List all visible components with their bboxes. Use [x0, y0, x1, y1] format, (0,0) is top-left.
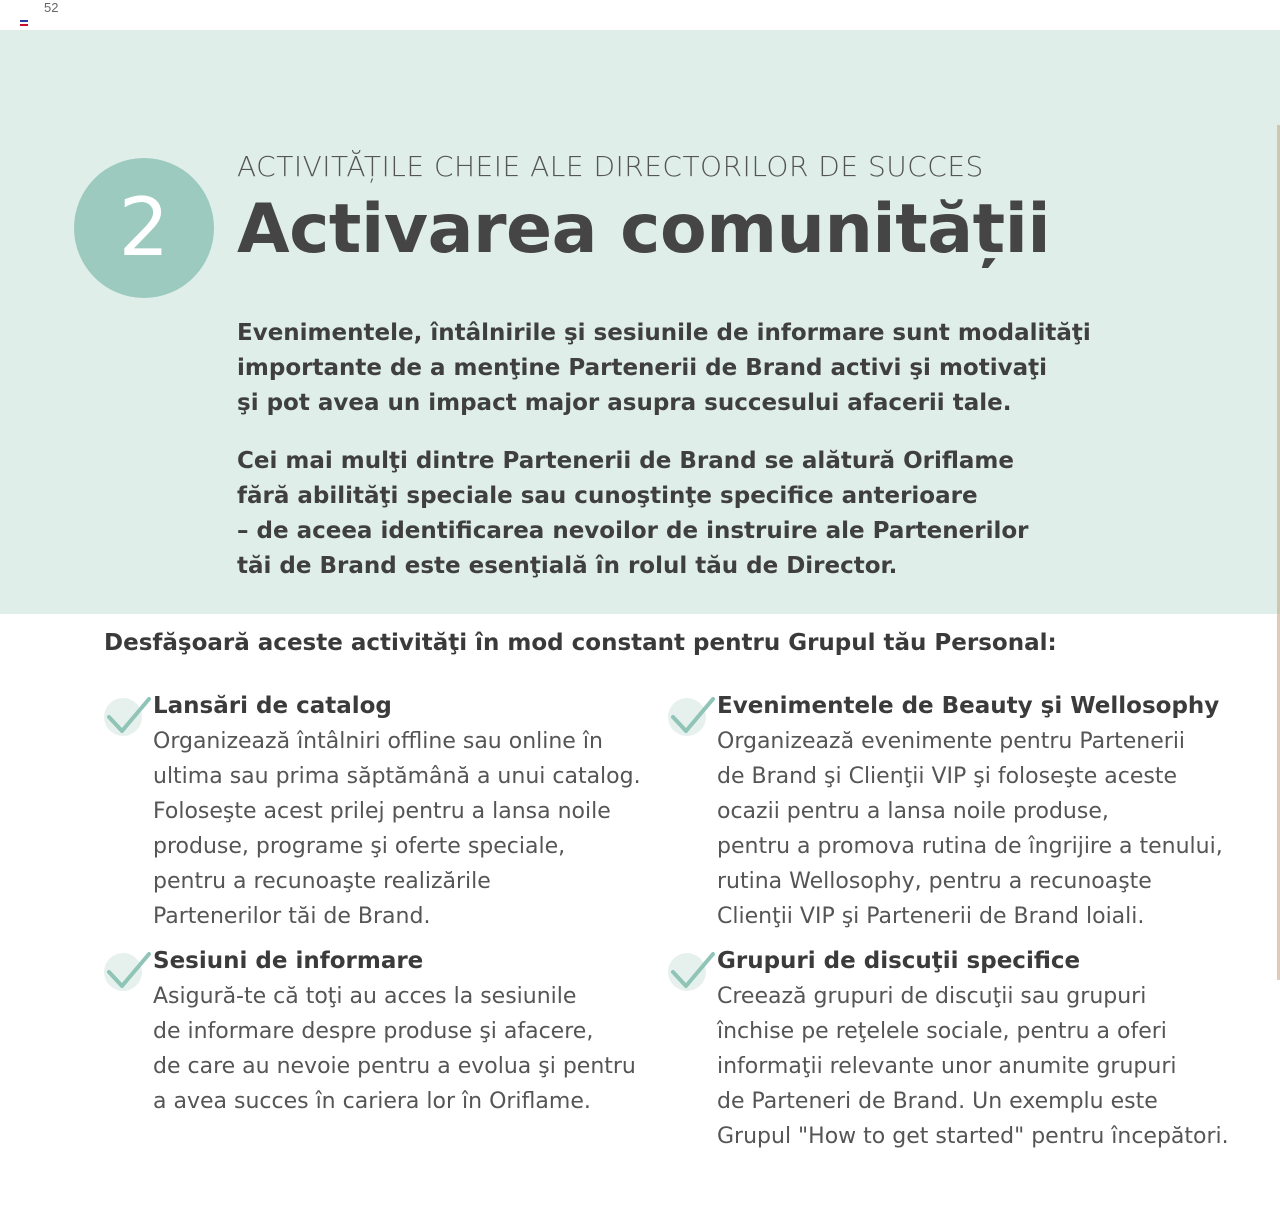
body-line: Organizează întâlniri offline sau online în: [153, 729, 603, 754]
page-title: Activarea comunității: [237, 190, 1051, 269]
checkmark-icon: [667, 948, 715, 992]
body-line: de informare despre produse şi afacere,: [153, 1019, 594, 1044]
activity-body: [717, 724, 1237, 934]
activity-title: Lansări de catalog: [153, 693, 392, 719]
body-line: Asigură-te că toţi au acces la sesiunile: [153, 984, 577, 1009]
checkmark-icon: [103, 693, 151, 737]
intro-paragraph-1: [237, 316, 1091, 421]
section-number: 2: [118, 181, 170, 274]
body-line: Grupul "How to get started" pentru începători.: [717, 1124, 1229, 1149]
body-line: de care au nevoie pentru a evolua şi pentru: [153, 1054, 636, 1079]
intro-line: Cei mai mulţi dintre Partenerii de Brand se alătură Oriflame: [237, 448, 1014, 474]
activity-body: [153, 979, 673, 1119]
body-line: Clienţii VIP şi Partenerii de Brand loiali.: [717, 904, 1145, 929]
body-line: închise pe reţelele sociale, pentru a oferi: [717, 1019, 1167, 1044]
checkmark-icon: [667, 693, 715, 737]
activity-title: Grupuri de discuţii specifice: [717, 948, 1081, 974]
intro-line: – de aceea identificarea nevoilor de instruire ale Partenerilor: [237, 518, 1029, 544]
body-line: ocazii pentru a lansa noile produse,: [717, 799, 1109, 824]
body-line: pentru a recunoaşte realizările: [153, 869, 491, 894]
intro-line: fără abilităţi speciale sau cunoştinţe specifice anterioare: [237, 483, 978, 509]
body-line: ultima sau prima săptămână a unui catalog.: [153, 764, 641, 789]
body-line: Foloseşte acest prilej pentru a lansa noile: [153, 799, 611, 824]
section-number-badge: [74, 158, 214, 298]
body-line: pentru a promova rutina de îngrijire a tenului,: [717, 834, 1223, 859]
body-line: Partenerilor tăi de Brand.: [153, 904, 431, 929]
flag-icon: [20, 20, 28, 26]
intro-line: tăi de Brand este esenţială în rolul tău de Director.: [237, 553, 898, 579]
intro-line: importante de a menţine Partenerii de Brand activi şi motivaţi: [237, 355, 1047, 381]
body-line: a avea succes în cariera lor în Oriflame.: [153, 1089, 591, 1114]
activity-body: [717, 979, 1237, 1154]
page-number: 52: [44, 0, 59, 15]
body-line: Creează grupuri de discuţii sau grupuri: [717, 984, 1147, 1009]
checkmark-icon: [103, 948, 151, 992]
body-line: de Parteneri de Brand. Un exemplu este: [717, 1089, 1158, 1114]
activity-body: [153, 724, 673, 934]
section-heading: Desfăşoară aceste activităţi în mod constant pentru Grupul tău Personal:: [104, 630, 1057, 656]
intro-line: Evenimentele, întâlnirile şi sesiunile de informare sunt modalităţi: [237, 320, 1091, 346]
activity-title: Evenimentele de Beauty şi Wellosophy: [717, 693, 1220, 719]
body-line: de Brand şi Clienţii VIP şi foloseşte aceste: [717, 764, 1177, 789]
intro-paragraph-2: [237, 444, 1057, 584]
body-line: rutina Wellosophy, pentru a recunoaşte: [717, 869, 1152, 894]
body-line: produse, programe şi oferte speciale,: [153, 834, 566, 859]
body-line: Organizează evenimente pentru Partenerii: [717, 729, 1186, 754]
kicker: ACTIVITĂȚILE CHEIE ALE DIRECTORILOR DE SUCCES: [237, 150, 984, 183]
intro-line: şi pot avea un impact major asupra succesului afacerii tale.: [237, 390, 1012, 416]
activity-title: Sesiuni de informare: [153, 948, 424, 974]
body-line: informaţii relevante unor anumite grupuri: [717, 1054, 1177, 1079]
